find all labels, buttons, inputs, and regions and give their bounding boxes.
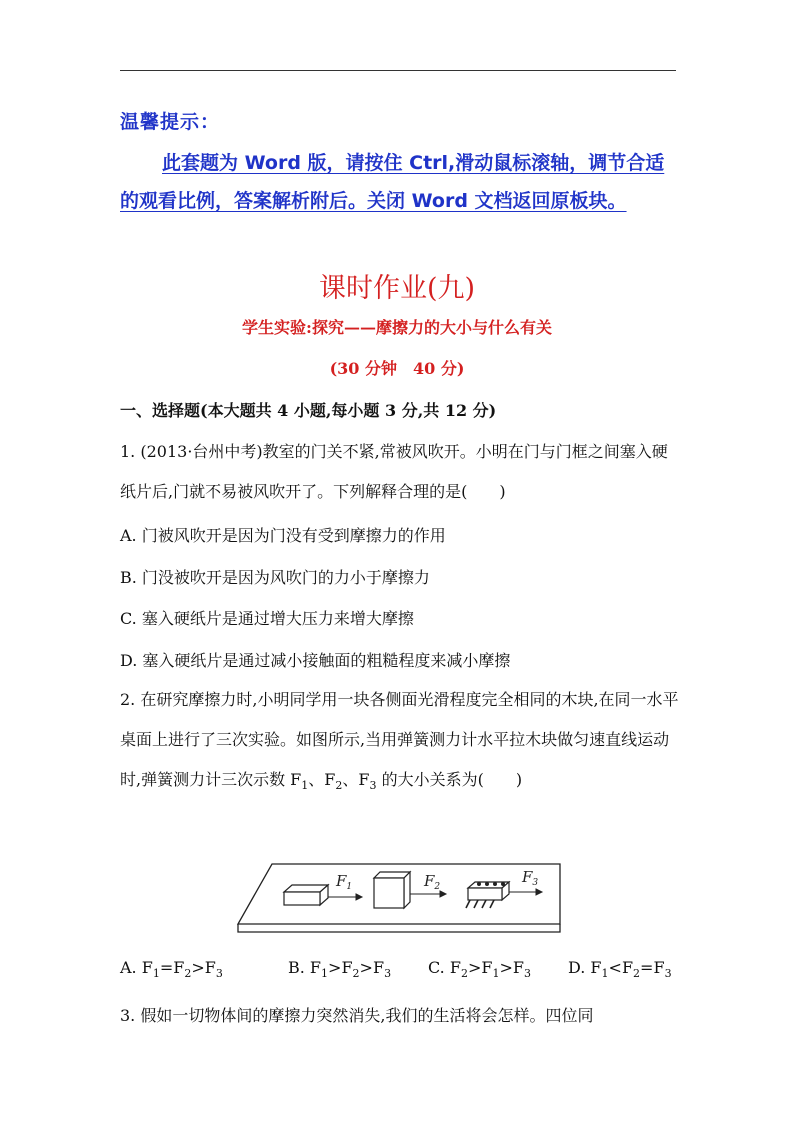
q2-sep-1: 、F (308, 770, 336, 789)
q2-sub-1: 1 (301, 779, 309, 793)
q2-sub-3: 3 (369, 779, 377, 793)
arrow-f2 (410, 891, 446, 897)
header-rule (120, 70, 676, 71)
label-f2: $F_2$ (424, 872, 441, 892)
block-flat (284, 885, 328, 905)
q2-stem-text-2: 的大小关系为( ) (376, 770, 523, 789)
label-f3: $F_3$ (522, 868, 539, 888)
arrow-f1 (328, 894, 362, 900)
question-3-stem: 3. 假如一切物体间的摩擦力突然消失,我们的生活将会怎样。四位同 (120, 1006, 594, 1025)
q2-stem-text-1: 2. 在研究摩擦力时,小明同学用一块各侧面光滑程度完全相同的木块,在同一水平桌面上进行了三次实验。如图所示,当用弹簧测力计水平拉木块做匀速直线运动时,弹簧测力计三次示数 F (120, 690, 679, 789)
section-heading: 一、选择题(本大题共 4 小题,每小题 3 分,共 12 分) (120, 401, 497, 420)
question-1-option-d: D. 塞入硬纸片是通过减小接触面的粗糙程度来减小摩擦 (120, 651, 511, 670)
question-2-option-d: D. $F_1<F_2=F_3$ (568, 958, 672, 981)
question-1-stem: 1. (2013·台州中考)教室的门关不紧,常被风吹开。小明在门与门框之间塞入硬纸片后,门就不易被风吹开了。下列解释合理的是( ) (120, 442, 668, 501)
question-2-stem (120, 680, 680, 806)
q2-sep-2: 、F (342, 770, 370, 789)
question-2-option-a: A. $F_1=F_2>F_3$ (120, 958, 223, 981)
question-2-options (120, 958, 680, 980)
experiment-figure (232, 852, 562, 942)
question-2-option-b: B. $F_1>F_2>F_3$ (288, 958, 392, 981)
block-upright (374, 872, 410, 908)
page-title: 课时作业(九) (318, 273, 476, 304)
arrow-f3 (509, 889, 542, 895)
tip-body: 此套题为 Word 版，请按住 Ctrl,滑动鼠标滚轴，调节合适的观看比例，答案解析附后。关闭 Word 文档返回原板块。 (120, 152, 665, 212)
page-subtitle: 学生实验:探究——摩擦力的大小与什么有关 (242, 318, 552, 337)
q2-sub-2: 2 (335, 779, 343, 793)
time-score: (30 分钟 40 分) (329, 359, 465, 378)
question-1-option-a: A. 门被风吹开是因为门没有受到摩擦力的作用 (120, 526, 446, 545)
question-2-option-c: C. $F_2>F_1>F_3$ (428, 958, 531, 981)
question-1-option-c: C. 塞入硬纸片是通过增大压力来增大摩擦 (120, 609, 414, 628)
rollers (466, 900, 494, 908)
block-with-rollers (468, 882, 509, 900)
label-f1: $F_1$ (336, 872, 353, 892)
tip-title: 温馨提示： (120, 111, 221, 133)
question-1-option-b: B. 门没被吹开是因为风吹门的力小于摩擦力 (120, 568, 430, 587)
